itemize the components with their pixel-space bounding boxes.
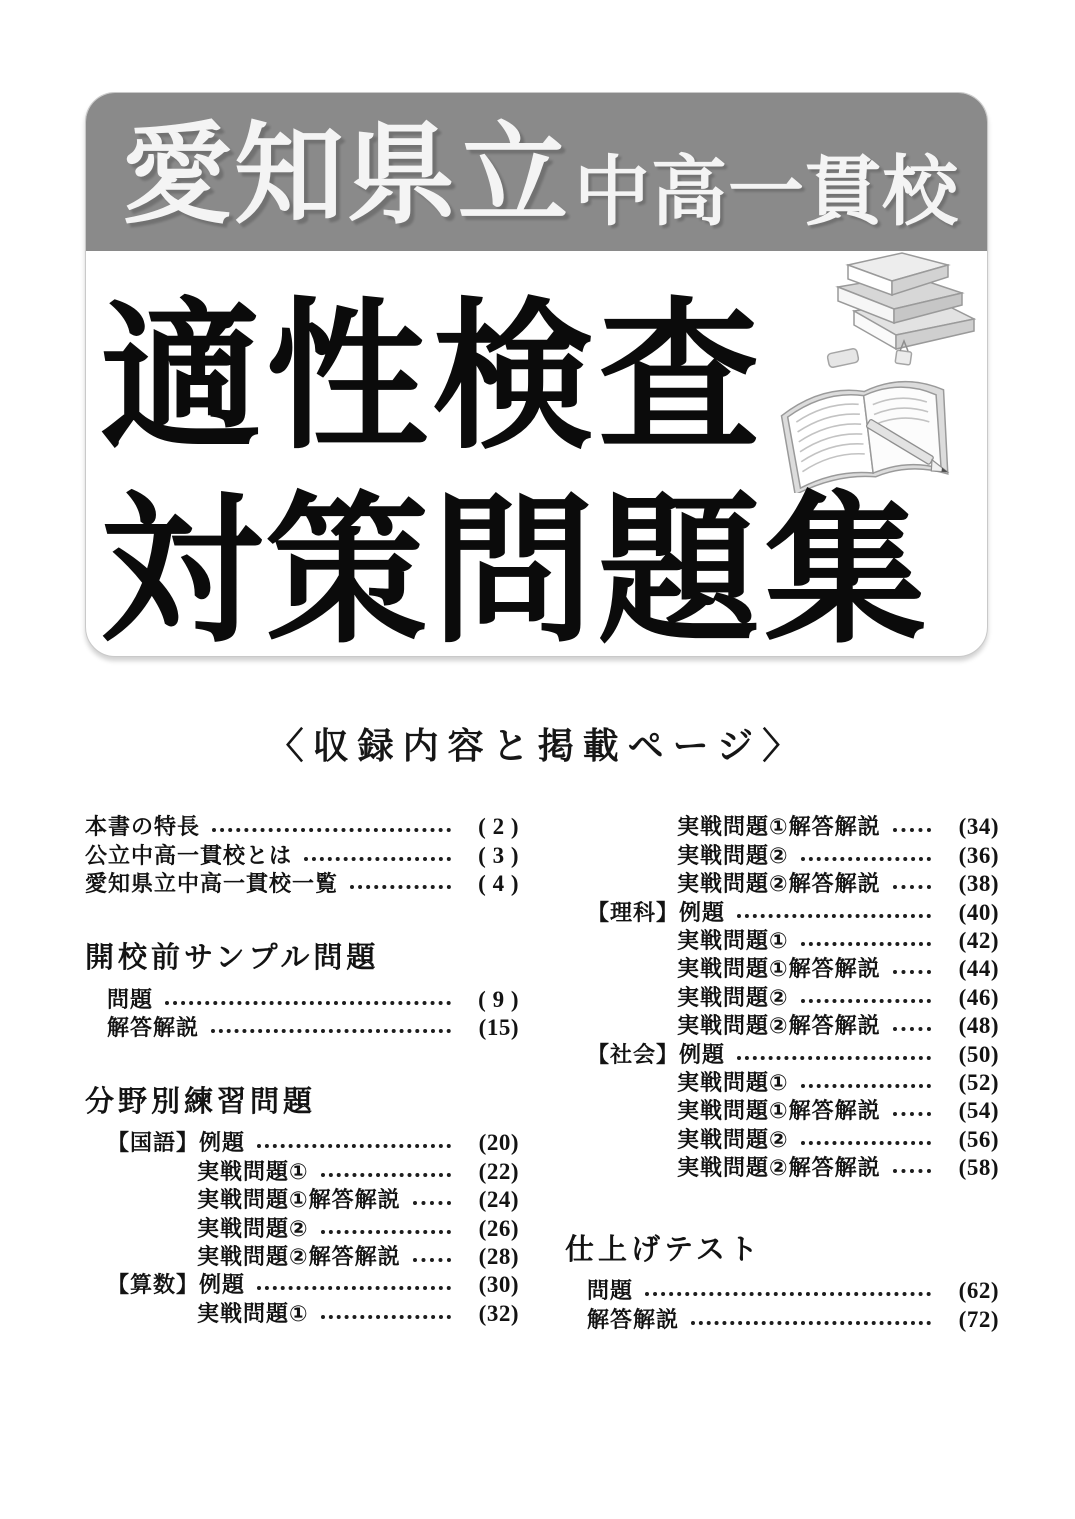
- cover-header-band: [86, 93, 987, 251]
- toc-entry-label: 実戦問題②: [677, 1126, 789, 1152]
- dotted-leader: [893, 1112, 931, 1116]
- toc-entry: [565, 1068, 999, 1096]
- toc-page-number: ( 3 ): [478, 842, 519, 868]
- toc-page-number: (20): [478, 1130, 519, 1156]
- toc-subject-label: 【算数】: [107, 1272, 200, 1298]
- toc-page-number: (50): [958, 1041, 999, 1067]
- dotted-leader: [801, 942, 931, 946]
- dotted-leader: [645, 1292, 931, 1296]
- toc-entry: [85, 1213, 519, 1241]
- toc-entry-label: 実戦問題②解答解説: [677, 1155, 881, 1181]
- cover-header-small-text: 中高一貫校: [574, 150, 959, 235]
- toc-subject-label: 【理科】: [587, 899, 680, 925]
- dotted-leader: [321, 1315, 451, 1319]
- toc-entry-label: 愛知県立中高一貫校一覧: [85, 871, 339, 897]
- toc-entry: [85, 1298, 519, 1326]
- dotted-leader: [893, 970, 931, 974]
- toc-page-number: (38): [958, 871, 999, 897]
- toc-page-number: (52): [958, 1069, 999, 1095]
- toc-entry: [565, 840, 999, 868]
- cover-main-title: [100, 281, 930, 657]
- toc-entry: [565, 1304, 999, 1332]
- toc-subject-label: 【国語】: [107, 1130, 200, 1156]
- toc-entry-label: 実戦問題①解答解説: [677, 956, 881, 982]
- toc-entry-label: 実戦問題②: [677, 842, 789, 868]
- toc-section-heading: 開校前サンプル問題: [85, 942, 380, 975]
- dotted-leader: [321, 1230, 451, 1234]
- toc-entry: [565, 954, 999, 982]
- toc-entry: [565, 982, 999, 1010]
- dotted-leader: [350, 885, 451, 889]
- book-cover-card: [85, 92, 988, 657]
- toc-page-number: (40): [958, 899, 999, 925]
- toc-entry: [565, 812, 999, 840]
- toc-page-number: ( 9 ): [478, 986, 519, 1012]
- toc-page-number: (72): [958, 1306, 999, 1332]
- toc-entry: [565, 897, 999, 925]
- toc-entry-label: 例題: [679, 899, 726, 925]
- toc-entry-label: 実戦問題①解答解説: [197, 1187, 401, 1213]
- toc-page-number: ( 4 ): [478, 871, 519, 897]
- toc-page-number: (34): [958, 814, 999, 840]
- toc-entry: [85, 840, 519, 868]
- toc-entry: [565, 1039, 999, 1067]
- toc-entry-label: 例題: [199, 1272, 246, 1298]
- toc-entry: [565, 1276, 999, 1304]
- toc-entry: [85, 812, 519, 840]
- toc-page-number: (32): [478, 1300, 519, 1326]
- toc-page-number: (56): [958, 1126, 999, 1152]
- dotted-leader: [737, 914, 931, 918]
- toc-page-number: ( 2 ): [478, 814, 519, 840]
- toc-page-number: (62): [958, 1278, 999, 1304]
- toc-page-number: (22): [478, 1158, 519, 1184]
- toc-entry: [565, 926, 999, 954]
- toc-page-number: (36): [958, 842, 999, 868]
- toc-entry: [565, 1124, 999, 1152]
- toc-entry: [85, 1156, 519, 1184]
- dotted-leader: [413, 1201, 451, 1205]
- dotted-leader: [413, 1258, 451, 1262]
- table-of-contents: [0, 812, 1075, 1333]
- dotted-leader: [257, 1144, 451, 1148]
- cover-title-line1: 適性検査: [100, 287, 764, 468]
- toc-entry-label: 実戦問題②解答解説: [677, 1013, 881, 1039]
- toc-heading: 〈収録内容と掲載ページ〉: [267, 725, 808, 766]
- toc-entry-label: 実戦問題②: [677, 984, 789, 1010]
- toc-entry-label: 実戦問題①: [197, 1158, 309, 1184]
- dotted-leader: [893, 1027, 931, 1031]
- toc-entry-label: 公立中高一貫校とは: [85, 842, 293, 868]
- toc-page-number: (42): [958, 927, 999, 953]
- toc-entry: [85, 1185, 519, 1213]
- dotted-leader: [212, 828, 451, 832]
- toc-entry: [85, 1270, 519, 1298]
- toc-page-number: (46): [958, 984, 999, 1010]
- toc-entry-label: 例題: [679, 1041, 726, 1067]
- toc-entry: [85, 1242, 519, 1270]
- cover-header-large-text: 愛知県立: [122, 114, 570, 237]
- toc-entry-label: 問題: [587, 1278, 634, 1304]
- toc-page-number: (15): [478, 1014, 519, 1040]
- dotted-leader: [801, 999, 931, 1003]
- toc-entry-label: 例題: [199, 1130, 246, 1156]
- toc-entry: [565, 1011, 999, 1039]
- dotted-leader: [165, 1001, 451, 1005]
- toc-entry-label: 本書の特長: [85, 814, 201, 840]
- dotted-leader: [893, 885, 931, 889]
- dotted-leader: [801, 1141, 931, 1145]
- toc-page-number: (26): [478, 1215, 519, 1241]
- dotted-leader: [257, 1286, 451, 1290]
- dotted-leader: [801, 1084, 931, 1088]
- dotted-leader: [691, 1321, 931, 1325]
- toc-page-number: (30): [478, 1272, 519, 1298]
- dotted-leader: [321, 1173, 451, 1177]
- toc-entry-label: 実戦問題②: [197, 1215, 309, 1241]
- toc-page-number: (58): [958, 1155, 999, 1181]
- toc-entry-label: 実戦問題①: [677, 927, 789, 953]
- dotted-leader: [211, 1029, 451, 1033]
- cover-body: [86, 251, 987, 657]
- toc-entry-label: 実戦問題①解答解説: [677, 814, 881, 840]
- toc-column-right: [565, 812, 999, 1333]
- toc-entry: [565, 869, 999, 897]
- toc-entry: [85, 869, 519, 897]
- toc-entry-label: 実戦問題①: [197, 1300, 309, 1326]
- dotted-leader: [304, 857, 451, 861]
- toc-entry: [85, 984, 519, 1012]
- toc-entry-label: 問題: [107, 986, 154, 1012]
- cover-title-line2: 対策問題集: [100, 481, 930, 657]
- toc-page-number: (44): [958, 956, 999, 982]
- dotted-leader: [737, 1056, 931, 1060]
- dotted-leader: [893, 1169, 931, 1173]
- toc-page-number: (24): [478, 1187, 519, 1213]
- toc-entry-label: 実戦問題①: [677, 1069, 789, 1095]
- dotted-leader: [801, 857, 931, 861]
- toc-section-heading: 仕上げテスト: [565, 1234, 762, 1267]
- toc-section-heading: 分野別練習問題: [85, 1085, 317, 1118]
- toc-entry-label: 実戦問題①解答解説: [677, 1098, 881, 1124]
- toc-entry: [85, 1128, 519, 1156]
- toc-entry-label: 解答解説: [587, 1306, 680, 1332]
- toc-entry-label: 解答解説: [107, 1014, 200, 1040]
- toc-column-left: [85, 812, 519, 1333]
- toc-entry-label: 実戦問題②解答解説: [677, 871, 881, 897]
- toc-page-number: (54): [958, 1098, 999, 1124]
- toc-entry: [565, 1153, 999, 1181]
- toc-page-number: (28): [478, 1243, 519, 1269]
- toc-entry: [565, 1096, 999, 1124]
- toc-subject-label: 【社会】: [587, 1041, 680, 1067]
- toc-entry-label: 実戦問題②解答解説: [197, 1243, 401, 1269]
- toc-page-number: (48): [958, 1013, 999, 1039]
- dotted-leader: [893, 828, 931, 832]
- toc-entry: [85, 1013, 519, 1041]
